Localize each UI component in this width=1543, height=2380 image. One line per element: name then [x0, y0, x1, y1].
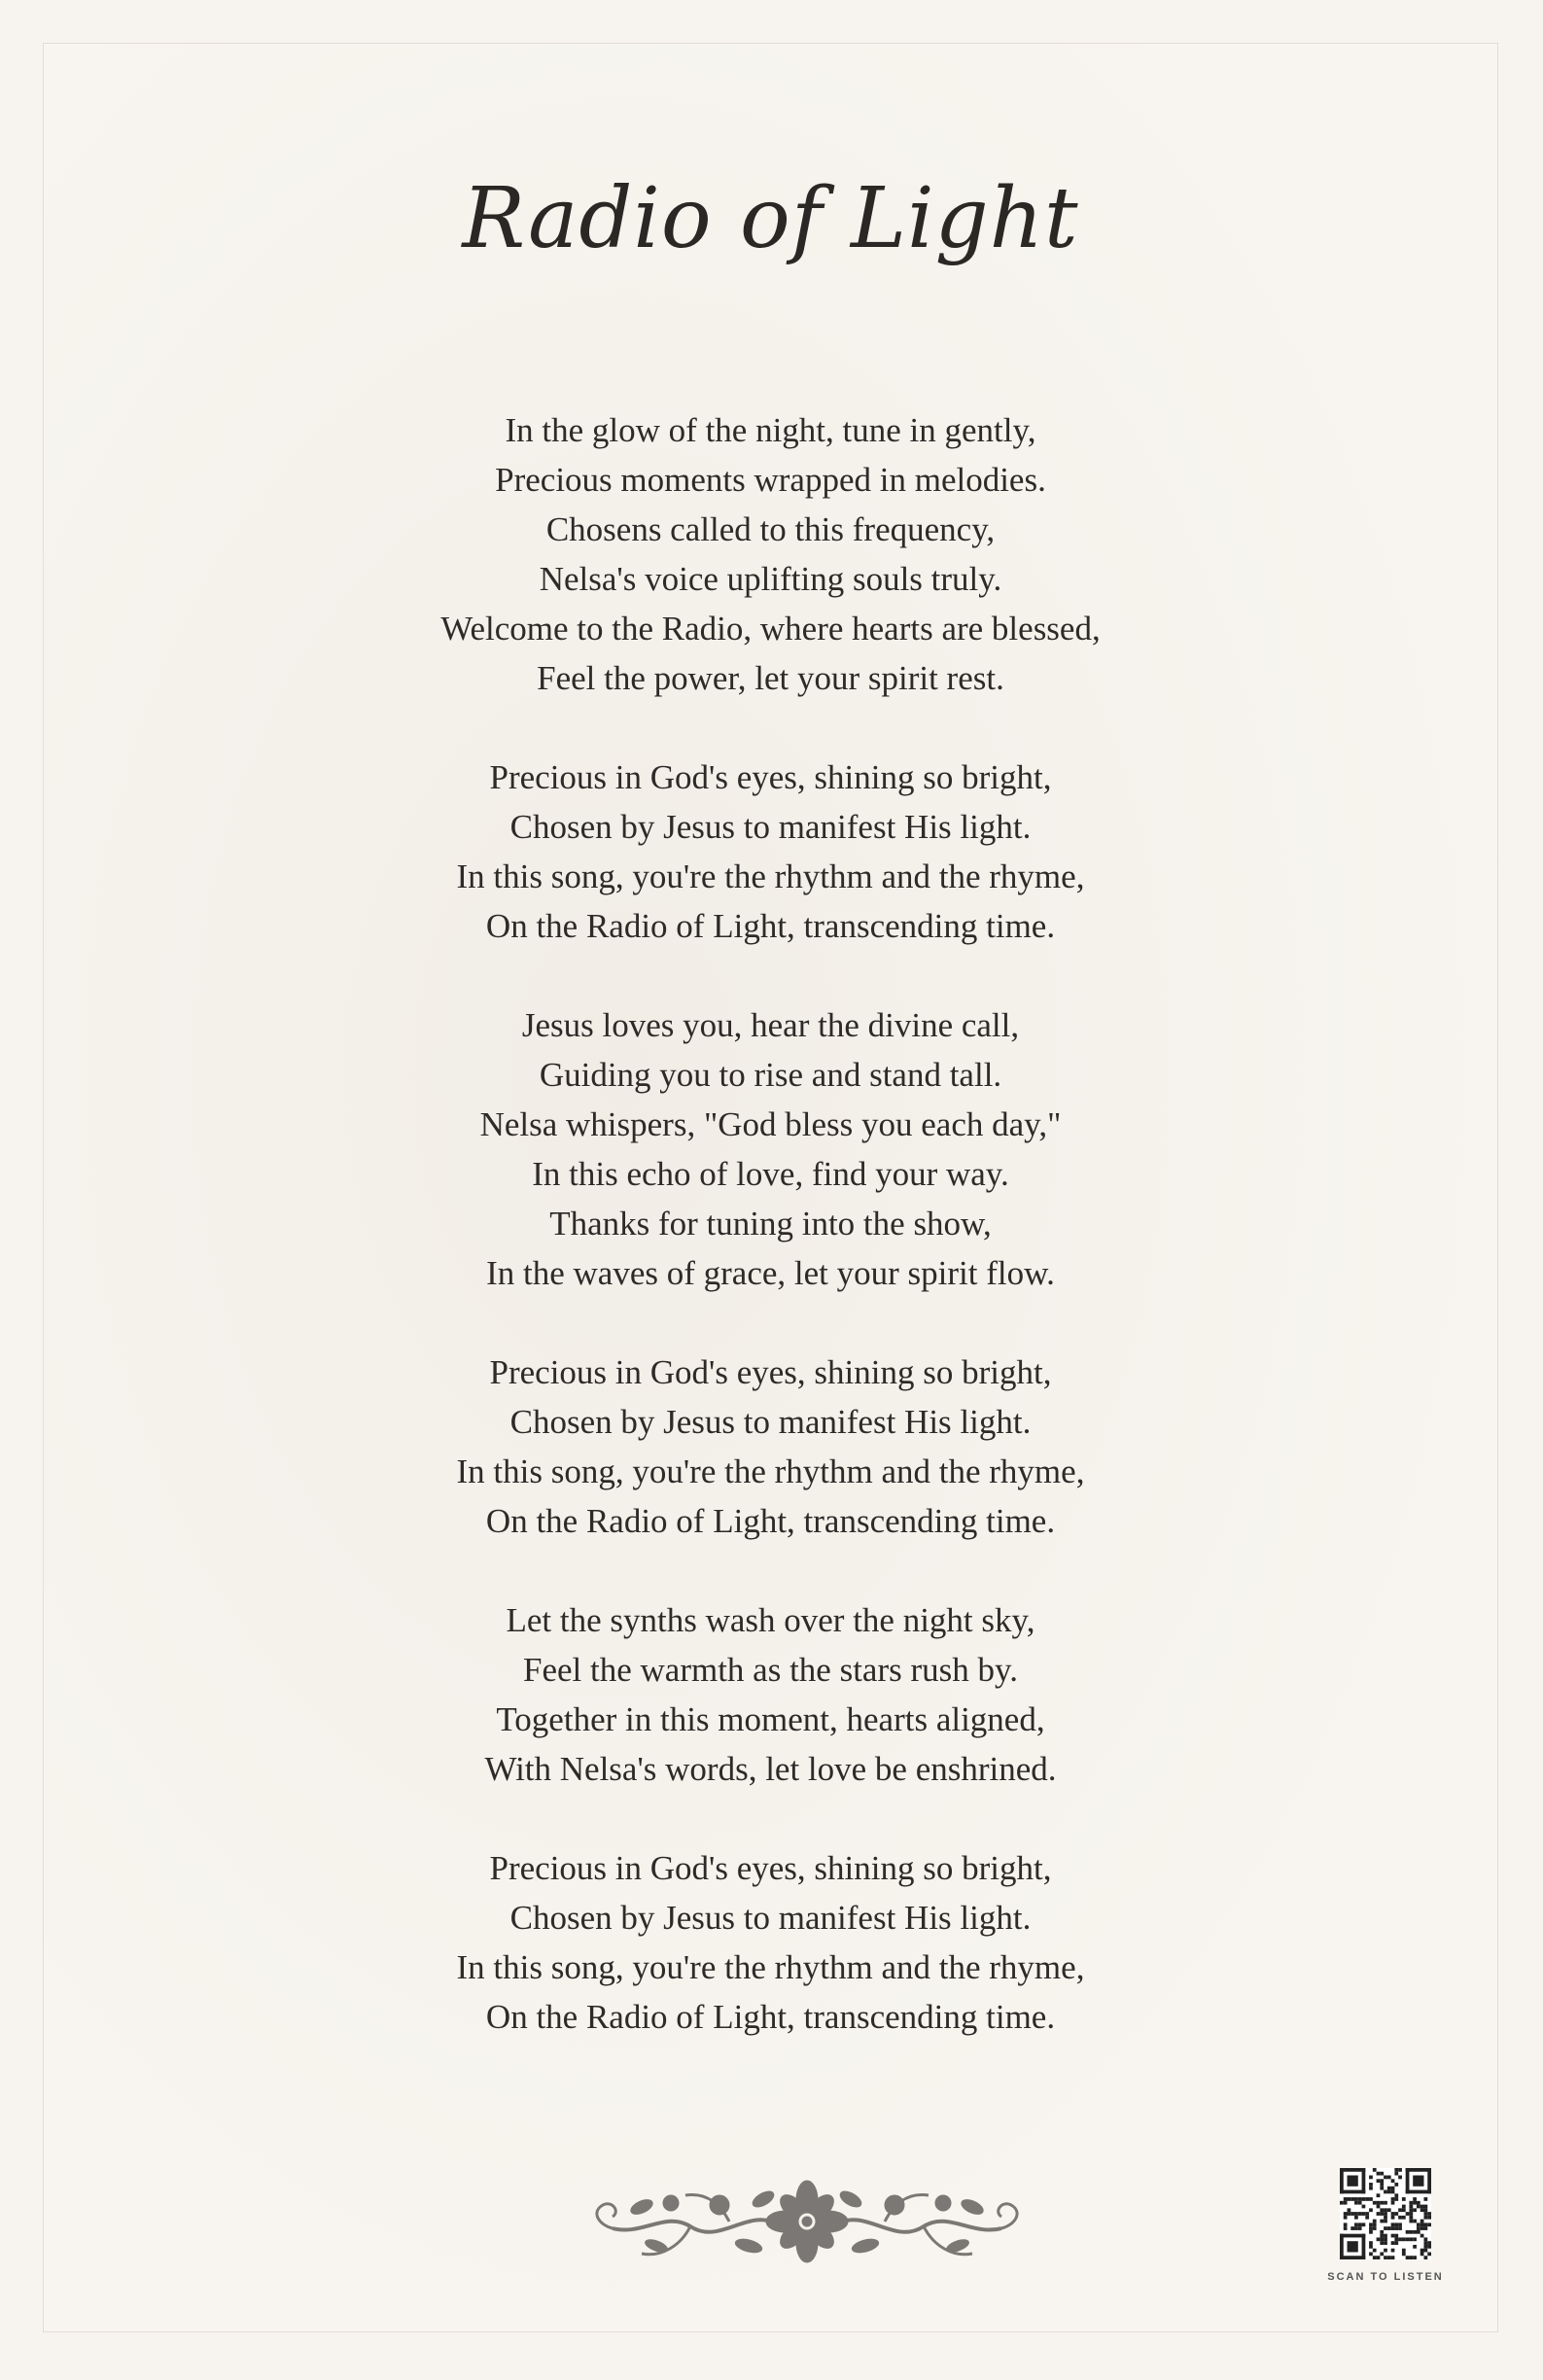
- lyric-line: Feel the power, let your spirit rest.: [537, 659, 1004, 697]
- stanza: [44, 405, 1497, 703]
- stanza: [44, 1348, 1497, 1546]
- lyric-line: On the Radio of Light, transcending time.: [485, 1502, 1056, 1540]
- lyric-line: Chosen by Jesus to manifest His light.: [509, 1899, 1032, 1937]
- lyric-line: Precious in God's eyes, shining so bright,: [489, 758, 1052, 796]
- lyric-line: On the Radio of Light, transcending time.: [485, 907, 1056, 945]
- lyrics-body: [44, 405, 1497, 2091]
- qr-code-icon[interactable]: [1340, 2168, 1431, 2259]
- qr-label: SCAN TO LISTEN: [1327, 2271, 1444, 2283]
- stanza: [44, 1843, 1497, 2042]
- lyric-line: In this song, you're the rhythm and the rhyme,: [456, 858, 1085, 895]
- lyric-line: Jesus loves you, hear the divine call,: [521, 1006, 1020, 1044]
- qr-block[interactable]: [1317, 2168, 1454, 2283]
- lyric-line: Together in this moment, hearts aligned,: [496, 1700, 1045, 1738]
- lyric-line: In the waves of grace, let your spirit flow.: [486, 1254, 1055, 1292]
- lyric-line: In the glow of the night, tune in gently,: [505, 411, 1036, 449]
- lyric-line: Chosen by Jesus to manifest His light.: [509, 808, 1032, 846]
- lyric-line: Thanks for tuning into the show,: [549, 1205, 992, 1242]
- lyrics-card: [43, 43, 1498, 2332]
- floral-ornament-icon: [583, 2168, 1031, 2275]
- lyric-line: Chosens called to this frequency,: [545, 510, 996, 548]
- lyric-line: On the Radio of Light, transcending time.: [485, 1998, 1056, 2036]
- lyric-line: Precious in God's eyes, shining so bright,: [489, 1353, 1052, 1391]
- lyric-line: Feel the warmth as the stars rush by.: [522, 1651, 1018, 1689]
- stanza: [44, 1595, 1497, 1794]
- lyric-line: Guiding you to rise and stand tall.: [539, 1056, 1002, 1094]
- lyric-line: Nelsa whispers, "God bless you each day,": [479, 1105, 1062, 1143]
- lyric-line: In this song, you're the rhythm and the rhyme,: [456, 1948, 1085, 1986]
- stanza: [44, 1000, 1497, 1298]
- lyric-line: With Nelsa's words, let love be enshrined.: [484, 1750, 1057, 1788]
- lyric-line: Welcome to the Radio, where hearts are blessed,: [440, 610, 1101, 648]
- lyric-line: Precious in God's eyes, shining so bright,: [489, 1849, 1052, 1887]
- lyric-line: Chosen by Jesus to manifest His light.: [509, 1403, 1032, 1441]
- lyric-line: Nelsa's voice uplifting souls truly.: [539, 560, 1002, 598]
- lyric-line: In this song, you're the rhythm and the rhyme,: [456, 1452, 1085, 1490]
- lyric-line: In this echo of love, find your way.: [532, 1155, 1009, 1193]
- lyric-line: Let the synths wash over the night sky,: [506, 1601, 1035, 1639]
- stanza: [44, 752, 1497, 951]
- lyric-line: Precious moments wrapped in melodies.: [495, 461, 1046, 499]
- song-title: Radio of Light: [462, 170, 1079, 267]
